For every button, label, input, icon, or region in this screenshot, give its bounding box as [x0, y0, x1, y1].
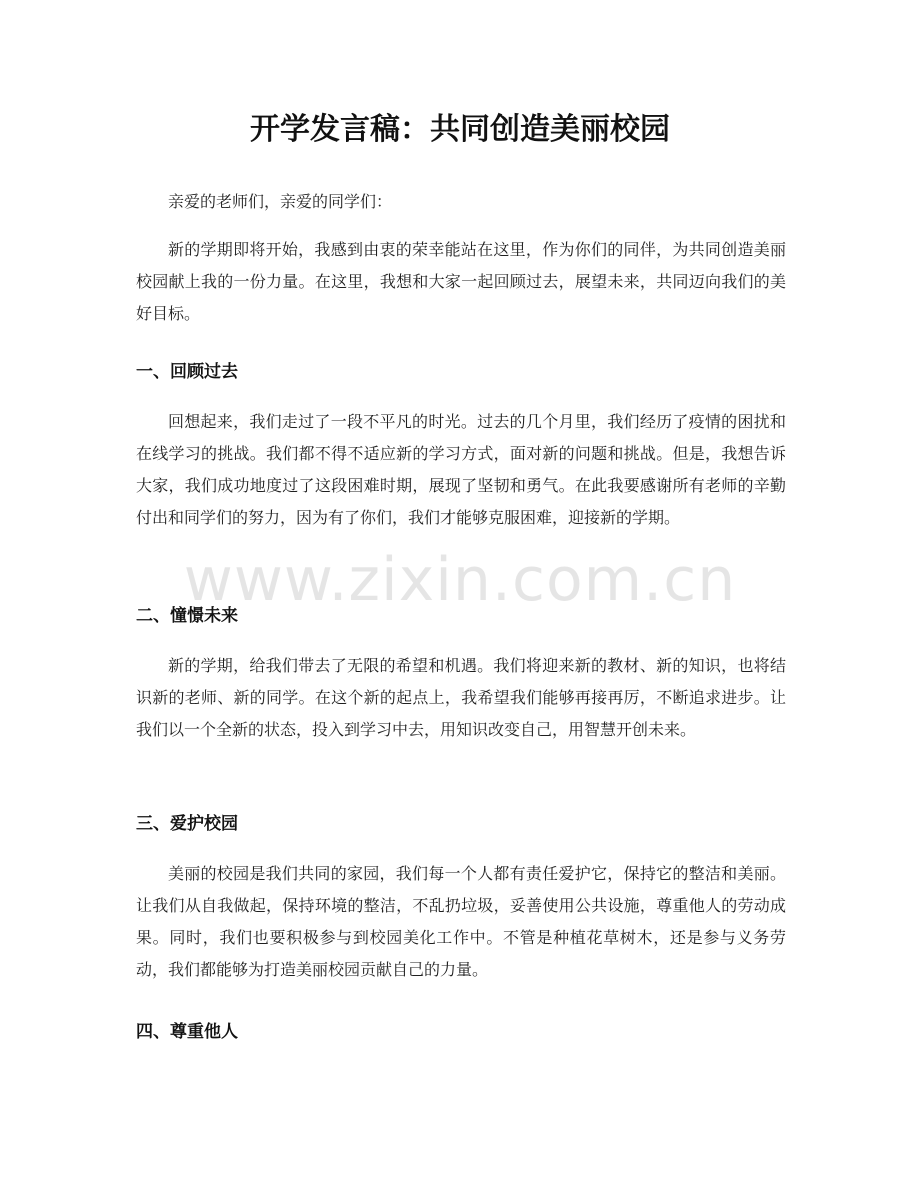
- section-text-future: 新的学期，给我们带去了无限的希望和机遇。我们将迎来新的教材、新的知识，也将结识新的老师、新的同学。在这个新的起点上，我希望我们能够再接再厉，不断追求进步。让我们以一个全新的状态，投入到学习中去，用知识改变自己，用智慧开创未来。: [136, 656, 786, 739]
- greeting: 亲爱的老师们，亲爱的同学们：: [168, 192, 393, 211]
- section-text-review: 回想起来，我们走过了一段不平凡的时光。过去的几个月里，我们经历了疫情的困扰和在线学习的挑战。我们都不得不适应新的学习方式，面对新的问题和挑战。但是，我想告诉大家，我们成功地度过了这段困难时期，展现了坚韧和勇气。在此我要感谢所有老师的辛勤付出和同学们的努力，因为有了你们，我们才能够克服困难，迎接新的学期。: [136, 412, 786, 527]
- section-heading-respect: 四、尊重他人: [136, 1022, 238, 1042]
- section-heading-campus: 三、爱护校园: [136, 814, 238, 834]
- section-heading-future: 二、憧憬未来: [136, 606, 238, 626]
- section-text-campus: 美丽的校园是我们共同的家园，我们每一个人都有责任爱护它，保持它的整洁和美丽。让我们从自我做起，保持环境的整洁，不乱扔垃圾，妥善使用公共设施，尊重他人的劳动成果。同时，我们也要积极参与到校园美化工作中。不管是种植花草树木，还是参与义务劳动，我们都能够为打造美丽校园贡献自己的力量。: [136, 864, 786, 979]
- watermark: www.zixin.com.cn: [183, 545, 737, 615]
- intro-paragraph: 新的学期即将开始，我感到由衷的荣幸能站在这里，作为你们的同伴，为共同创造美丽校园献上我的一份力量。在这里，我想和大家一起回顾过去，展望未来，共同迈向我们的美好目标。: [136, 240, 786, 323]
- section-heading-review: 一、回顾过去: [136, 362, 238, 382]
- document-title: 开学发言稿：共同创造美丽校园: [250, 112, 670, 147]
